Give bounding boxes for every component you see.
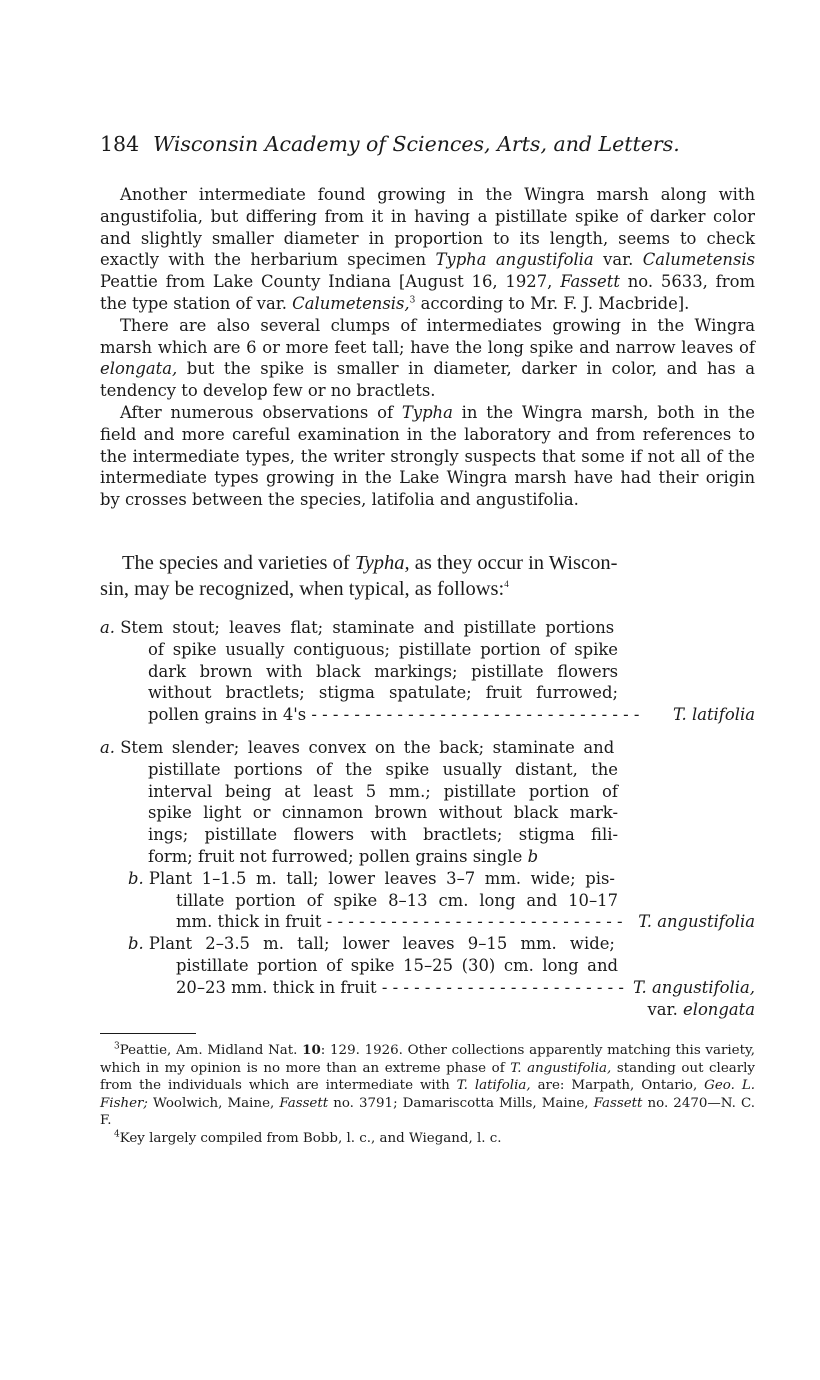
journal-title: Wisconsin Academy of Sciences, Arts, and Letters.: [153, 132, 680, 156]
key-entry-a-latifolia: a. Stem stout; leaves flat; staminate and pistillate portions of spike usually contiguous; pistillate portion of spike dark brown with black markings; pistillate flowers without bractlets; stigma spatulate; fruit furrowed; pollen grains in 4's - - - - - - - - - - - - - - - - - - - - - - - - - - - - - - - T. latifolia: [100, 618, 755, 725]
paragraph-2: There are also several clumps of intermediates growing in the Wingra marsh which are 6 or more feet tall; have the long spike and narrow leaves of elongata, but the spike is smaller in diameter, darker in color, and has a tendency to develop few or no bractlets.: [100, 315, 755, 401]
key-entry-a-angustifolia: a. Stem slender; leaves convex on the back; staminate and pistillate portions of the spike usually distant, the interval being at least 5 mm.; pistillate portion of spike light or cinnamon brown without black mark- ings; pistillate flowers with bractlets; stigma fili- form; fruit not furrowed; pollen grains single b b. Plant 1–1.5 m. tall; lower leaves 3–7 mm. wide; pis- tillate portion of spike 8–13 cm. long and 10–17 mm. thick in fruit - - - - - - - - - - - - - - - - - - - - - - - - - - - - T. angustifolia b. Plant 2–3.5 m. tall; lower leaves 9–15 mm. wide; pistillate portion of spike 15–25 (30) cm. long and 20–23 mm. thick in fruit - - - - - - - - - - - - - - - - - - - - - - - T. angustifolia, var. elongata: [100, 738, 755, 1019]
footnotes: [100, 1042, 755, 1148]
paragraph-1: Another intermediate found growing in the Wingra marsh along with angustifolia, but differing from it in having a pistillate spike of darker color and slightly smaller diameter in proportion to its length, seems to check exactly with the herbarium specimen Typha angustifolia var. Calumetensis Peattie from Lake County Indiana [August 16, 1927, Fassett no. 5633, from the type station of var. Calumetensis,$^3$ according to Mr. F. J. Macbride].: [100, 185, 756, 313]
footnote-ref-4: 4: [504, 579, 509, 590]
leader-dots: - - - - - - - - - - - - - - - - - - - - - - - - - - - -: [326, 912, 623, 932]
key-intro: The species and varieties of Typha, as they occur in Wiscon- sin, may be recognized, when typical, as follows:$^4$: [100, 552, 618, 600]
leader-dots: - - - - - - - - - - - - - - - - - - - - - - -: [381, 977, 624, 997]
leader-dots: - - - - - - - - - - - - - - - - - - - - - - - - - - - - - - -: [311, 705, 640, 725]
taxon-t-latifolia: T. latifolia: [673, 705, 755, 724]
body-text: [100, 184, 755, 511]
key-entry-b-angustifolia: b. Plant 1–1.5 m. tall; lower leaves 3–7 mm. wide; pis-: [128, 868, 615, 888]
key-entry-b-elongata: b. Plant 2–3.5 m. tall; lower leaves 9–15 mm. wide;: [128, 934, 615, 954]
footnote-ref-3: 3: [409, 295, 416, 306]
taxon-t-angustifolia: T. angustifolia: [638, 912, 755, 931]
running-head: [100, 130, 755, 158]
footnote-rule: [100, 1033, 196, 1034]
page-number: 184: [100, 132, 140, 156]
taxon-var-elongata: var. elongata: [647, 1000, 755, 1019]
paragraph-3: After numerous observations of Typha in the Wingra marsh, both in the field and more careful examination in the laboratory and from references to the intermediate types, the writer strongly suspects that some if not all of the intermediate types growing in the Lake Wingra marsh have had their origin by crosses between the species, latifolia and angustifolia.: [100, 402, 755, 510]
footnote-3: $^3$Peattie, Am. Midland Nat. 10: 129. 1926. Other collections apparently matching this variety, which in my opinion is no more than an extreme phase of T. angustifolia, standing out clearly from the individuals which are intermediate with T. latifolia, are: Marpath, Ontario, Geo. L. Fisher; Woolwich, Maine, Fassett no. 3791; Damariscotta Mills, Maine, Fassett no. 2470—N. C. F.: [100, 1041, 755, 1129]
footnote-4: $^4$Key largely compiled from Bobb, l. c., and Wiegand, l. c.: [114, 1129, 502, 1146]
taxon-t-angustifolia-var: T. angustifolia,: [633, 978, 755, 997]
